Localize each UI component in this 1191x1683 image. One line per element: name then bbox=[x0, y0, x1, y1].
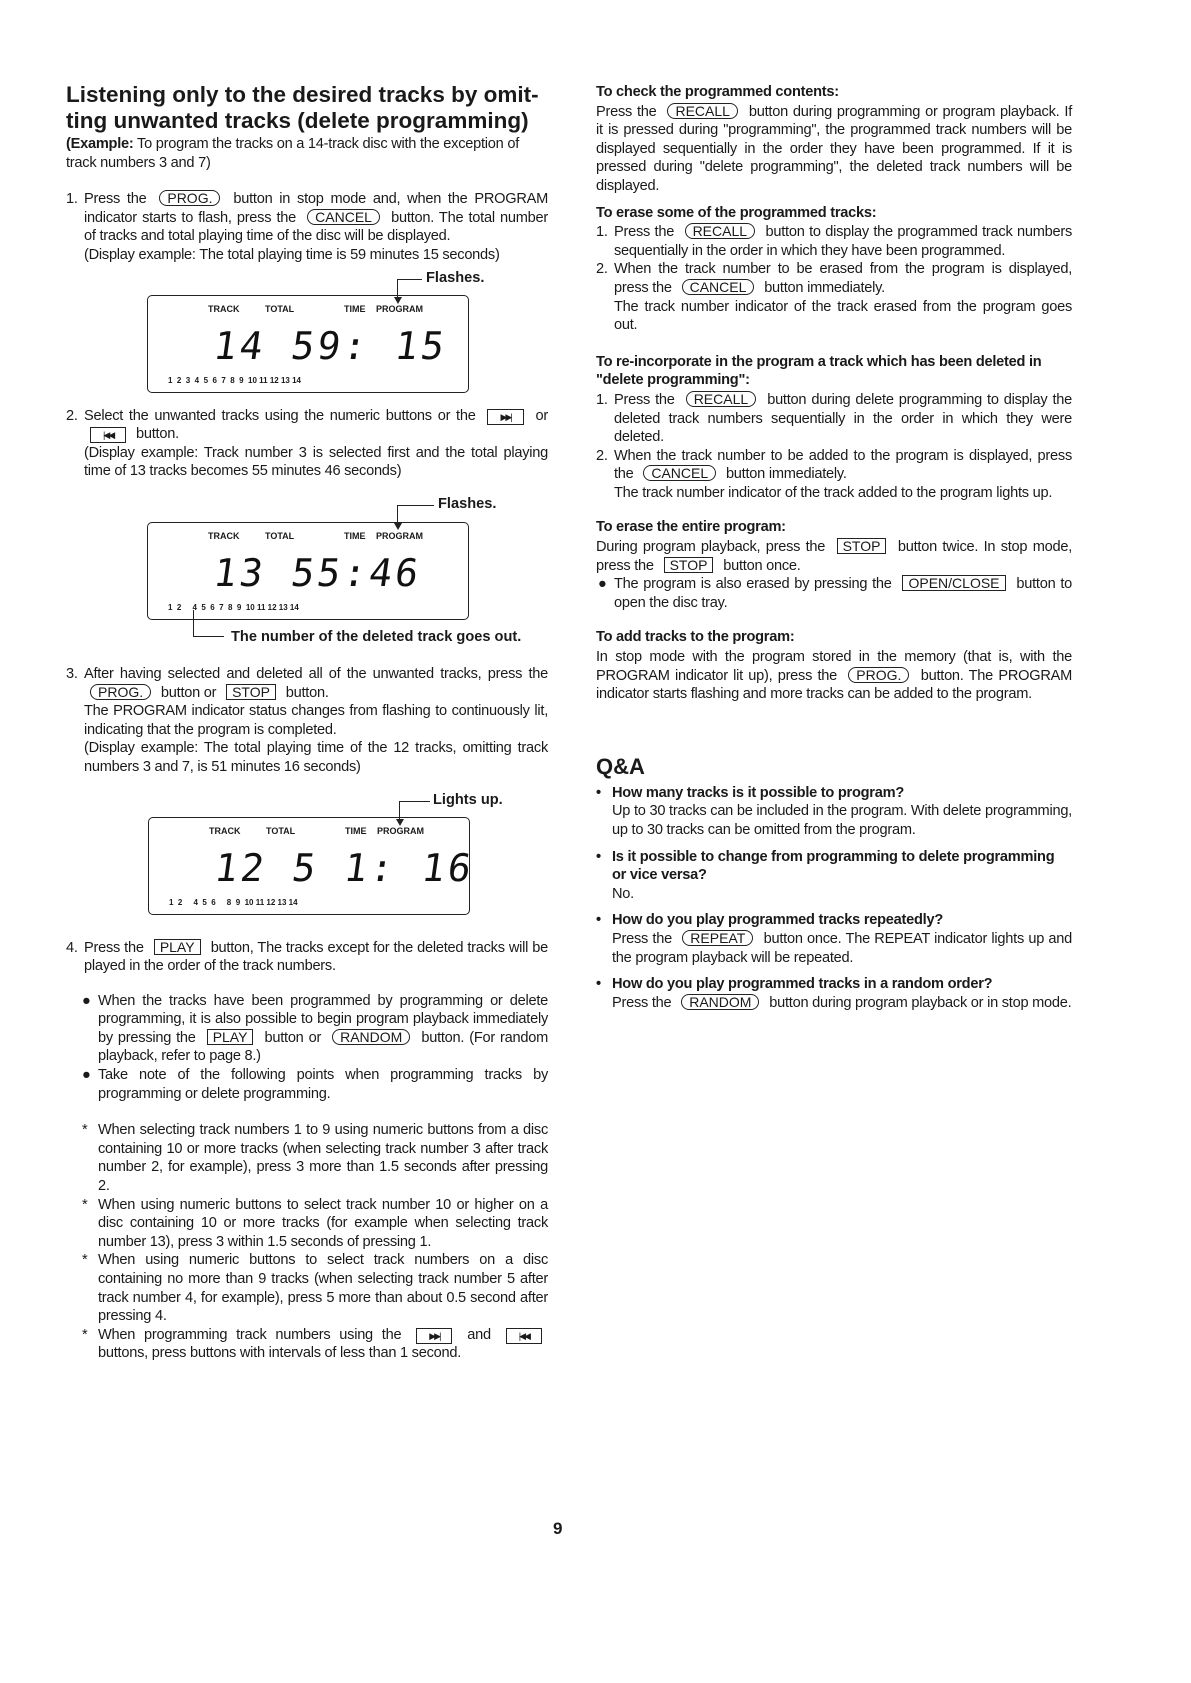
step-2 bbox=[66, 407, 548, 481]
text-run: button, The tracks except for the deleted tracks will be played in the order of the track numbers. bbox=[84, 939, 548, 975]
paragraph bbox=[98, 1252, 548, 1324]
lcd-label: PROGRAM bbox=[376, 530, 423, 541]
qa-item bbox=[596, 911, 1072, 967]
page-number: 9 bbox=[553, 1519, 563, 1538]
paragraph bbox=[84, 666, 548, 701]
text-run: button once. The REPEAT indicator lights up and the program playback will be repeated. bbox=[612, 930, 1073, 966]
figure-display-2 bbox=[66, 493, 548, 653]
text-run: The program is also erased by pressing the bbox=[614, 576, 897, 593]
paragraph bbox=[614, 392, 1072, 445]
text-run: Press the bbox=[84, 939, 148, 956]
text-run: Press the bbox=[614, 224, 679, 241]
heading-add-tracks: To add tracks to the program: bbox=[596, 629, 795, 646]
lcd-display-2 bbox=[147, 522, 469, 620]
lcd-label: TOTAL bbox=[266, 825, 296, 836]
lcd-label: TOTAL bbox=[265, 530, 295, 541]
paragraph bbox=[98, 993, 548, 1065]
random-button-label: RANDOM bbox=[681, 994, 759, 1010]
open-close-button-label: OPEN/CLOSE bbox=[902, 575, 1005, 591]
paragraph bbox=[614, 448, 1072, 483]
text-run: button during program playback or in stop mode. bbox=[765, 994, 1072, 1011]
text-run: After having selected and deleted all of the unwanted tracks, press the bbox=[84, 665, 548, 682]
step-number: 2. bbox=[596, 447, 608, 464]
callout-lights-up: Lights up. bbox=[433, 791, 503, 808]
callout-flashes: Flashes. bbox=[426, 269, 485, 286]
qa-section bbox=[596, 754, 1072, 1013]
lcd-label: PROGRAM bbox=[377, 825, 424, 836]
lcd-label: PROGRAM bbox=[376, 303, 423, 314]
left-column bbox=[66, 82, 548, 1363]
heading-erase-some: To erase some of the programmed tracks: bbox=[596, 204, 877, 221]
paragraph bbox=[98, 1122, 548, 1194]
paragraph bbox=[84, 191, 548, 244]
paragraph bbox=[596, 648, 1072, 704]
text-run: The track number indicator of the track added to the program lights up. bbox=[614, 484, 1053, 501]
text-run: Press the bbox=[84, 191, 154, 208]
callout-arrow bbox=[193, 610, 224, 637]
paragraph bbox=[612, 885, 1072, 904]
qa-title: Q&A bbox=[596, 753, 645, 779]
step-number: 2. bbox=[596, 261, 608, 278]
text-run: When the tracks have been programmed by programming or delete programming, it is also possible to begin program playback immediately by pressing the bbox=[98, 992, 548, 1046]
lcd-label: TRACK bbox=[208, 303, 240, 314]
heading-erase-all: To erase the entire program: bbox=[596, 519, 786, 536]
lcd-digits: 14 59: 15 bbox=[210, 323, 450, 368]
text-run: When using numeric buttons to select track number 10 or higher on a disc containing 10 or more tracks (for example when selecting track number 13), press 3 within 1.5 seconds of pressing 1. bbox=[98, 1196, 548, 1250]
prog-button-label: PROG. bbox=[90, 684, 151, 700]
question: How do you play programmed tracks in a random order? bbox=[612, 976, 993, 993]
lcd-label: TIME bbox=[344, 530, 366, 541]
text-run: Press the bbox=[612, 930, 677, 947]
text-run: button or bbox=[259, 1029, 327, 1046]
text-run: button. The PROGRAM indicator starts flashing and more tracks can be added to the program. bbox=[596, 667, 1072, 703]
text-run: button. bbox=[281, 684, 329, 701]
step-3 bbox=[66, 665, 548, 777]
lcd-display-3 bbox=[148, 817, 477, 915]
title-line: Listening only to the desired tracks by omit- bbox=[66, 82, 539, 107]
text-run: When programming track numbers using the bbox=[98, 1326, 411, 1343]
text-run: Up to 30 tracks can be included in the program. With delete programming, up to 30 tracks can be omitted from the program. bbox=[612, 803, 1072, 838]
play-button-label: PLAY bbox=[154, 939, 201, 955]
paragraph bbox=[66, 702, 548, 739]
text-run: button immediately. bbox=[722, 466, 847, 483]
text-run: button. bbox=[132, 426, 179, 443]
step-1 bbox=[66, 190, 548, 264]
figure-display-3 bbox=[66, 789, 548, 917]
step-number: 1. bbox=[596, 391, 608, 408]
text-run: button. The total number of tracks and total playing time of the disc will be displayed. bbox=[84, 209, 548, 245]
text-run: During program playback, press the bbox=[596, 539, 831, 556]
lcd-label: TRACK bbox=[208, 530, 240, 541]
paragraph bbox=[614, 576, 1072, 611]
section-title bbox=[66, 82, 548, 134]
step-number: 2. bbox=[66, 407, 78, 424]
bullet-icon: • bbox=[596, 848, 601, 865]
text-run: button once. bbox=[719, 557, 801, 574]
text-run: No. bbox=[612, 885, 634, 902]
paragraph bbox=[596, 484, 1072, 503]
callout-deleted-track: The number of the deleted track goes out. bbox=[231, 628, 522, 645]
paragraph bbox=[66, 444, 548, 481]
paragraph bbox=[614, 261, 1072, 296]
step-number: 3. bbox=[66, 665, 78, 682]
text-run: button to open the disc tray. bbox=[614, 576, 1072, 611]
lcd-track-indicators: 1 2 3 4 5 6 7 8 9 10 11 12 13 14 bbox=[168, 375, 301, 385]
paragraph bbox=[596, 298, 1072, 335]
prog-button-label: PROG. bbox=[848, 667, 909, 683]
lcd-track-indicators: 1 2 4 5 6 7 8 9 10 11 12 13 14 bbox=[168, 602, 299, 612]
right-column: To check the programmed contents: Press the RECALL button during programming or program playback. If it is pressed during "programming", the programmed track numbers will be displayed sequentially in the order they have been programmed. If it is pressed during "delete programming", the deleted track numbers will be displayed. To erase some of the programmed tracks: 1. Press the RECALL button to display the programmed track numbers sequentially in the order in which they have been programmed. 2. When the track number to be erased from the program is displayed, press the CANCEL button immediately. The track number indicator of the track erased from the program goes out. To re-incorporate in the program a track which has been deleted in "delete programming": 1. Press the RECALL button during delete programming to display the deleted track numbers sequentially in the order in which they were deleted. 2. When the track number to be added to the program is displayed, press the CANCEL button immediately. The track number indicator of the track added to the program lights up. To erase the entire program: During program playback, press the STOP button twice. In stop mode, press the STOP button once. ● The program is also erased by pressing the OPEN/CLOSE button to open the disc tray. To add tracks to the program: In stop mode with the program stored in the memory (that is, with the PROGRAM indicator lit up), press the PROG. button. The PROGRAM indicator starts flashing and more tracks can be added to the program. Q&A • How many tracks is it possible to program? Up to 30 tracks can be included in the program. With delete programming, up to 30 tracks can be omitted from the program. • Is it possible to change from programming to delete programming or vice versa? No. • How do you play programmed tracks repeatedly? Press the REPEAT button once. The REPEAT indicator lights up and the program playback will be repeated. • How do you play programmed tracks in a random order? Press the RANDOM button during program playback or in stop mode. bbox=[596, 84, 1073, 1011]
text-run: (Display example: Track number 3 is selected first and the total playing time of 13 tracks becomes 55 minutes 46 seconds) bbox=[84, 444, 548, 480]
example-text: To program the tracks on a 14-track disc with the exception of track numbers 3 and 7) bbox=[66, 136, 520, 171]
question: How do you play programmed tracks repeatedly? bbox=[612, 912, 943, 929]
text-run: button twice. In stop mode, press the bbox=[596, 539, 1073, 574]
heading-reincorporate: To re-incorporate in the program a track which has been deleted in "delete programming": bbox=[596, 353, 1042, 389]
stop-button-label: STOP bbox=[226, 684, 276, 700]
bullet-icon: • bbox=[596, 912, 601, 929]
text-run: button during delete programming to display the deleted track numbers sequentially in the order in which they were deleted. bbox=[614, 391, 1072, 446]
previous-track-icon: |◀◀ bbox=[90, 427, 126, 443]
paragraph bbox=[84, 940, 548, 975]
paragraph bbox=[98, 1067, 548, 1102]
paragraph bbox=[66, 739, 548, 776]
text-run: (Display example: The total playing time is 59 minutes 15 seconds) bbox=[84, 246, 500, 263]
lcd-label: TOTAL bbox=[265, 303, 295, 314]
example-note bbox=[66, 135, 548, 172]
lcd-display-1 bbox=[147, 295, 469, 393]
notes-list: * When selecting track numbers 1 to 9 using numeric buttons from a disc containing 10 or more tracks (when selecting track number 3 after track number 2, for example), press 3 more than 1.5 seconds after pressing 2. * When using numeric buttons to select track number 10 or higher on a disc containing 10 or more tracks (for example when selecting track number 13), press 3 within 1.5 seconds of pressing 1. * When using numeric buttons to select track numbers on a disc containing no more than 9 tracks (when selecting track number 5 after track number 4, for example), press 5 more than about 0.5 second after pressing 4. * When programming track numbers using the ▶▶| and |◀◀ buttons, press buttons with intervals of less than 1 second. bbox=[82, 1122, 548, 1362]
lcd-label: TIME bbox=[345, 825, 367, 836]
heading-check: To check the programmed contents: bbox=[596, 84, 839, 100]
text-run: or bbox=[529, 407, 549, 424]
recall-button-label: RECALL bbox=[686, 391, 756, 407]
text-run: When using numeric buttons to select track numbers on a disc containing no more than 9 tracks (when selecting track number 5 after track number 4, for example), press 5 more than about 0.5 second after pressing 4. bbox=[98, 1252, 548, 1325]
stop-button-label: STOP bbox=[664, 557, 714, 573]
cancel-button-label: CANCEL bbox=[643, 465, 716, 481]
qa-item bbox=[596, 784, 1072, 840]
text-run: button immediately. bbox=[760, 279, 885, 296]
text-run: Take note of the following points when programming tracks by programming or delete programming. bbox=[98, 1067, 548, 1102]
text-run: Press the bbox=[596, 103, 662, 120]
bullet-icon: • bbox=[596, 784, 601, 801]
recall-button-label: RECALL bbox=[685, 223, 755, 239]
title-line: ting unwanted tracks (delete programming) bbox=[66, 108, 529, 133]
text-run: buttons, press buttons with intervals of less than 1 second. bbox=[98, 1345, 462, 1362]
text-run: button or bbox=[157, 684, 221, 701]
lcd-label: TRACK bbox=[209, 825, 241, 836]
next-track-icon: ▶▶| bbox=[416, 1328, 452, 1344]
paragraph bbox=[612, 930, 1072, 967]
text-run: Select the unwanted tracks using the numeric buttons or the bbox=[84, 407, 482, 424]
paragraph bbox=[98, 1197, 548, 1250]
text-run: button during programming or program playback. If it is pressed during "programming", the programmed track numbers will be displayed sequentially in the order they have been programmed. If it is pressed during "delete programming", the deleted track numbers will be displayed. bbox=[596, 103, 1073, 194]
paragraph bbox=[612, 994, 1072, 1013]
example-label: (Example: bbox=[66, 136, 134, 152]
lcd-digits: 13 55:46 bbox=[210, 550, 425, 595]
text-run: Press the bbox=[612, 994, 676, 1011]
figure-display-1 bbox=[66, 267, 548, 397]
step-number: 1. bbox=[66, 191, 78, 208]
previous-track-icon: |◀◀ bbox=[506, 1328, 542, 1344]
random-button-label: RANDOM bbox=[332, 1029, 410, 1045]
next-track-icon: ▶▶| bbox=[487, 409, 523, 425]
text-run: When the track number to be added to the program is displayed, press the bbox=[614, 447, 1072, 483]
step-number: 4. bbox=[66, 939, 78, 956]
repeat-button-label: REPEAT bbox=[682, 930, 753, 946]
text-run: When the track number to be erased from the program is displayed, press the bbox=[614, 261, 1072, 296]
question: How many tracks is it possible to program? bbox=[612, 784, 904, 801]
text-run: In stop mode with the program stored in the memory (that is, with the PROGRAM indicator lit up), press the bbox=[596, 649, 1072, 684]
text-run: The track number indicator of the track erased from the program goes out. bbox=[614, 298, 1072, 334]
paragraph bbox=[66, 246, 548, 265]
paragraph bbox=[612, 802, 1072, 839]
lcd-label: TIME bbox=[344, 303, 366, 314]
bullet-icon: • bbox=[596, 976, 601, 993]
text-run: and bbox=[458, 1326, 500, 1343]
prog-button-label: PROG. bbox=[159, 190, 220, 206]
paragraph bbox=[98, 1327, 548, 1362]
recall-button-label: RECALL bbox=[667, 103, 737, 119]
lcd-digits: 12 5 1: 16 bbox=[211, 845, 477, 890]
text-run: When selecting track numbers 1 to 9 using numeric buttons from a disc containing 10 or more tracks (when selecting track number 3 after track number 2, for example), press 3 more than 1.5 seconds after pressing 2. bbox=[98, 1122, 548, 1195]
paragraph bbox=[596, 103, 1072, 196]
callout-flashes: Flashes. bbox=[438, 495, 497, 512]
paragraph bbox=[84, 408, 548, 443]
lcd-track-indicators: 1 2 4 5 6 8 9 10 11 12 13 14 bbox=[169, 897, 298, 907]
cancel-button-label: CANCEL bbox=[682, 279, 755, 295]
text-run: button in stop mode and, when the PROGRAM indicator starts to flash, press the bbox=[84, 191, 549, 226]
bullet-list: ● When the tracks have been programmed by programming or delete programming, it is also possible to begin program playback immediately by pressing the PLAY button or RANDOM button. (For random playback, refer to page 8.) ● Take note of the following points when programming tracks by programming or delete programming. bbox=[82, 992, 548, 1102]
text-run: (Display example: The total playing time of the 12 tracks, omitting track numbers 3 and 7, is 51 minutes 16 seconds) bbox=[84, 740, 548, 775]
qa-item bbox=[596, 975, 1072, 1012]
qa-item bbox=[596, 848, 1072, 904]
stop-button-label: STOP bbox=[837, 538, 887, 554]
text-run: Press the bbox=[614, 391, 680, 408]
text-run: The PROGRAM indicator status changes from flashing to continuously lit, indicating that the program is completed. bbox=[84, 703, 548, 738]
cancel-button-label: CANCEL bbox=[307, 209, 380, 225]
step-number: 1. bbox=[596, 224, 608, 241]
play-button-label: PLAY bbox=[207, 1029, 254, 1045]
paragraph bbox=[614, 224, 1072, 259]
text-run: button. (For random playback, refer to page 8.) bbox=[98, 1029, 548, 1065]
question: Is it possible to change from programming to delete programming or vice versa? bbox=[612, 848, 1055, 884]
step-4 bbox=[66, 939, 548, 976]
paragraph bbox=[596, 538, 1072, 575]
text-run: button to display the programmed track numbers sequentially in the order in which they have been programmed. bbox=[614, 224, 1072, 259]
